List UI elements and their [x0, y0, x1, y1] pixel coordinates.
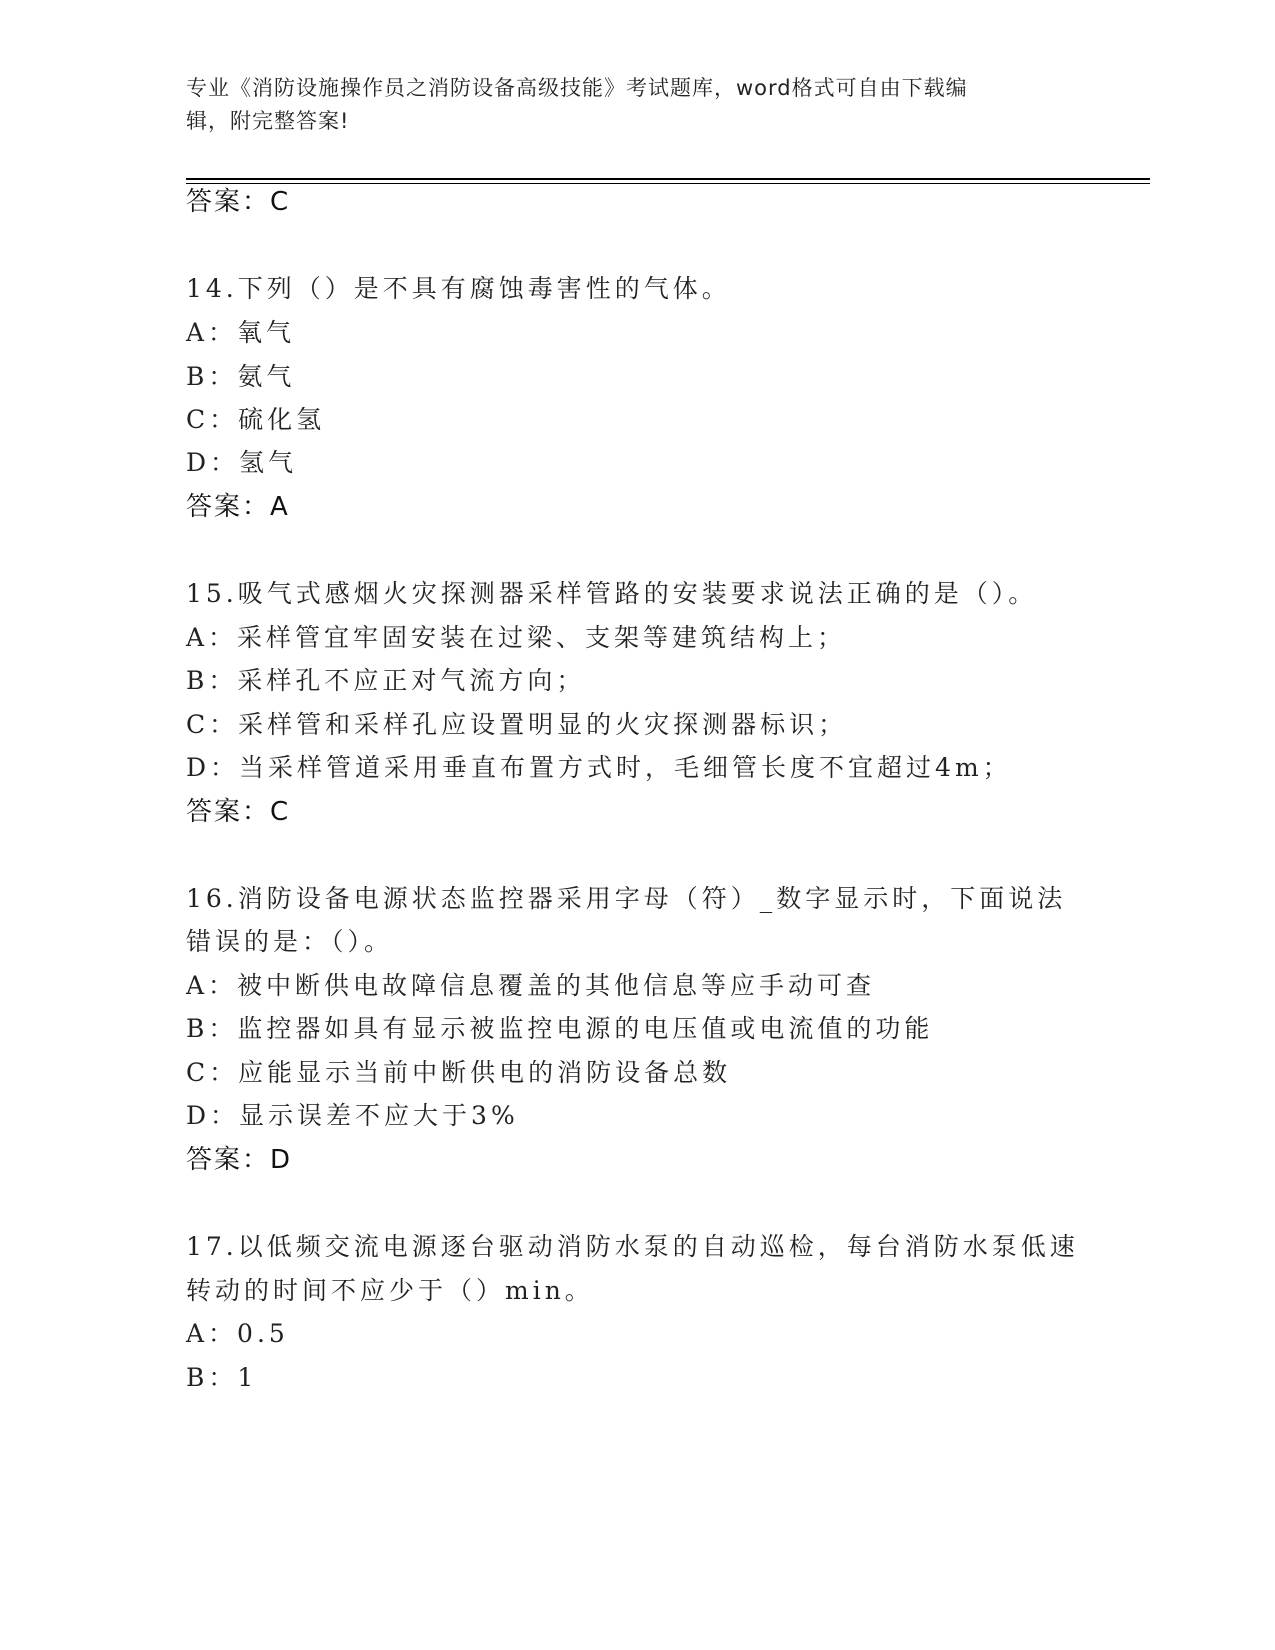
- document-header: [186, 72, 1066, 138]
- q15-option-a: A：采样管宜牢固安装在过梁、支架等建筑结构上；: [186, 623, 847, 652]
- header-line-1: 专业《消防设施操作员之消防设备高级技能》考试题库，word格式可自由下载编: [186, 76, 968, 100]
- q16-stem-line-2: 错误的是：（）。: [186, 927, 394, 956]
- header-rule-thick: [186, 178, 1150, 180]
- q14-option-c: C：硫化氢: [186, 405, 326, 434]
- q16-option-d: D：显示误差不应大于3%: [186, 1101, 519, 1130]
- q17-option-a: A：0.5: [186, 1319, 289, 1348]
- q15-option-b: B：采样孔不应正对气流方向；: [186, 666, 586, 695]
- q17-stem-line-2: 转动的时间不应少于（）min。: [186, 1276, 594, 1305]
- q14-option-d: D：氢气: [186, 448, 298, 477]
- q15-stem: 15.吸气式感烟火灾探测器采样管路的安装要求说法正确的是（）。: [186, 579, 1038, 608]
- q15-answer: 答案：C: [186, 797, 291, 827]
- q17-stem-line-1: 17.以低频交流电源逐台驱动消防水泵的自动巡检，每台消防水泵低速: [186, 1232, 1079, 1261]
- q16-option-b: B：监控器如具有显示被监控电源的电压值或电流值的功能: [186, 1014, 934, 1043]
- q16-option-c: C：应能显示当前中断供电的消防设备总数: [186, 1058, 732, 1087]
- q15-option-d: D：当采样管道采用垂直布置方式时，毛细管长度不宜超过4m；: [186, 753, 1012, 782]
- answer-prev: 答案：C: [186, 187, 291, 217]
- q14-stem: 14.下列（）是不具有腐蚀毒害性的气体。: [186, 274, 731, 303]
- q14-answer: 答案：A: [186, 492, 290, 522]
- q14-option-a: A：氧气: [186, 318, 296, 347]
- q16-option-a: A：被中断供电故障信息覆盖的其他信息等应手动可查: [186, 971, 876, 1000]
- q16-answer: 答案：D: [186, 1145, 293, 1175]
- q15-option-c: C：采样管和采样孔应设置明显的火灾探测器标识；: [186, 710, 848, 739]
- header-line-2: 辑，附完整答案!: [186, 109, 350, 133]
- q16-stem-line-1: 16.消防设备电源状态监控器采用字母（符）_数字显示时，下面说法: [186, 884, 1067, 913]
- header-rule-thin: [186, 183, 1150, 184]
- q17-option-b: B：1: [186, 1363, 258, 1392]
- q14-option-b: B：氨气: [186, 362, 296, 391]
